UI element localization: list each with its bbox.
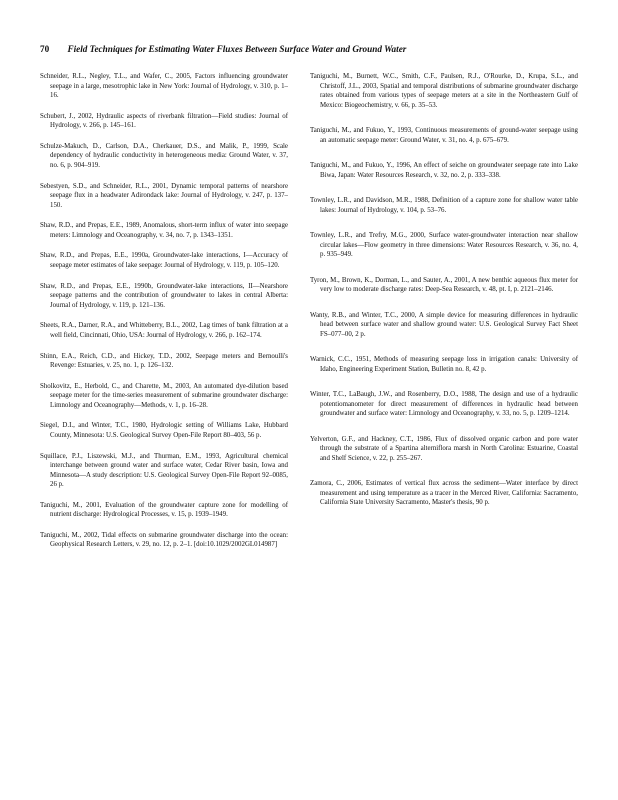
- reference-entry: Schulze-Makuch, D., Carlson, D.A., Cherkauer, D.S., and Malik, P., 1999, Scale dependency of hydraulic conductivity in heterogeneous media: Ground Water, v. 37, no. 6, p. 904–919.: [40, 142, 288, 169]
- reference-entry: Zamora, C., 2006, Estimates of vertical flux across the sediment—Water interface by direct measurement and using temperature as a tracer in the Merced River, California: Sacramento, California State University Sacramento, Master's thesis, 90 p.: [310, 480, 578, 506]
- reference-entry: Winter, T.C., LaBaugh, J.W., and Rosenberry, D.O., 1988, The design and use of a hydraulic potentiomanometer for direct measurement of differences in hydraulic head between groundwater and surface water: Limnology and Oceanography, v. 33, no. 5, p. 1209–1214.: [310, 391, 578, 417]
- reference-entry: Squillace, P.J., Liszewski, M.J., and Thurman, E.M., 1993, Agricultural chemical interchange between ground water and surface water, Cedar River basin, Iowa and Minnesota—A study description: U.S. Geological Survey Open-File Report 92–0085, 26 p.: [40, 452, 288, 489]
- reference-entry: Schneider, R.L., Negley, T.L., and Wafer, C., 2005, Factors influencing groundwater seepage in a large, mesotrophic lake in New York: Journal of Hydrology, v. 310, p. 1–16.: [40, 73, 288, 99]
- references-left-column: [40, 72, 288, 561]
- reference-entry: Wanty, R.B., and Winter, T.C., 2000, A simple device for measuring differences in hydraulic head between surface water and shallow ground water: U.S. Geological Survey Fact Sheet FS–077–00, 2 p.: [310, 311, 578, 338]
- reference-entry: Tyron, M., Brown, K., Dorman, L., and Sauter, A., 2001, A new benthic aqueous flux meter for very low to moderate discharge rates: Deep-Sea Research, v. 48, pt. I, p. 2121–2146.: [310, 276, 578, 293]
- reference-entry: Taniguchi, M., and Fukuo, Y., 1993, Continuous measurements of ground-water seepage using an automatic seepage meter: Ground Water, v. 31, no. 4, p. 675–679.: [310, 127, 578, 144]
- reference-entry: Sholkovitz, E., Herbold, C., and Charette, M., 2003, An automated dye-dilution based seepage meter for the time-series measurement of submarine groundwater discharge: Limnology and Oceanography—Methods, v. 1, p. 16–28.: [40, 382, 288, 409]
- reference-entry: Taniguchi, M., 2002, Tidal effects on submarine groundwater discharge into the ocean: Geophysical Research Letters, v. 29, no. 12, p. 2–1. [doi:10.1029/2002GL014987]: [40, 531, 288, 549]
- reference-entry: Shaw, R.D., and Prepas, E.E., 1989, Anomalous, short-term influx of water into seepage meters: Limnology and Oceanography, v. 34, no. 7, p. 1343–1351.: [40, 222, 288, 239]
- reference-entry: Sheets, R.A., Darner, R.A., and Whitteberry, B.L., 2002, Lag times of bank filtration at a well field, Cincinnati, Ohio, USA: Journal of Hydrology, v. 266, p. 162–174.: [40, 322, 288, 339]
- reference-entry: Townley, L.R., and Trefry, M.G., 2000, Surface water-groundwater interaction near shallow circular lakes—Flow geometry in three dimensions: Water Resources Research, v. 36, no. 4, p. 935–949.: [310, 232, 578, 258]
- running-title: Field Techniques for Estimating Water Fluxes Between Surface Water and Ground Water: [67, 44, 407, 54]
- reference-entry: Siegel, D.I., and Winter, T.C., 1980, Hydrologic setting of Williams Lake, Hubbard County, Minnesota: U.S. Geological Survey Open-File Report 80–403, 56 p.: [40, 422, 288, 439]
- reference-entry: Townley, L.R., and Davidson, M.R., 1988, Definition of a capture zone for shallow water table lakes: Journal of Hydrology, v. 104, p. 53–76.: [310, 197, 578, 214]
- reference-entry: Shinn, E.A., Reich, C.D., and Hickey, T.D., 2002, Seepage meters and Bernoulli's Revenge: Estuaries, v. 25, no. 1, p. 126–132.: [40, 352, 288, 369]
- reference-entry: Sebestyen, S.D., and Schneider, R.L., 2001, Dynamic temporal patterns of nearshore seepage flux in a headwater Adirondack lake: Journal of Hydrology, v. 247, p. 137–150.: [40, 182, 288, 209]
- reference-entry: Shaw, R.D., and Prepas, E.E., 1990a, Groundwater-lake interactions, I—Accuracy of seepage meter estimates of lake seepage: Journal of Hydrology, v. 119, p. 105–120.: [40, 252, 288, 269]
- reference-entry: Taniguchi, M., 2001, Evaluation of the groundwater capture zone for modelling of nutrient discharge: Hydrological Processes, v. 15, p. 1939–1949.: [40, 501, 288, 519]
- reference-entry: Shaw, R.D., and Prepas, E.E., 1990b, Groundwater-lake interactions, II—Nearshore seepage patterns and the contribution of groundwater to lakes in central Alberta: Journal of Hydrology, v. 119, p. 121–136.: [40, 282, 288, 309]
- references-right-column: [310, 72, 578, 524]
- reference-entry: Taniguchi, M., Burnett, W.C., Smith, C.F., Paulsen, R.J., O'Rourke, D., Krupa, S.L., and Christoff, J.L., 2003, Spatial and temporal distributions of submarine groundwater discharge rates obtained from various types of seepage meters at a site in the Northeastern Gulf of Mexico: Biogeochemistry, v. 66, p. 35–53.: [310, 73, 578, 109]
- page-number: 70: [40, 44, 50, 54]
- reference-entry: Yelverton, G.F., and Hackney, C.T., 1986, Flux of dissolved organic carbon and pore water through the substrate of a Spartina alterniflora marsh in North Carolina: Estuarine, Coastal and Shelf Science, v. 22, p. 255–267.: [310, 435, 578, 462]
- reference-entry: Warnick, C.C., 1951, Methods of measuring seepage loss in irrigation canals: University of Idaho, Engineering Experiment Station, Bulletin no. 8, 42 p.: [310, 356, 578, 373]
- reference-entry: Taniguchi, M., and Fukuo, Y., 1996, An effect of seiche on groundwater seepage rate into Lake Biwa, Japan: Water Resources Research, v. 32, no. 2, p. 333–338.: [310, 162, 578, 179]
- running-header: [40, 44, 580, 54]
- reference-entry: Schubert, J., 2002, Hydraulic aspects of riverbank filtration—Field studies: Journal of Hydrology, v. 266, p. 145–161.: [40, 112, 288, 130]
